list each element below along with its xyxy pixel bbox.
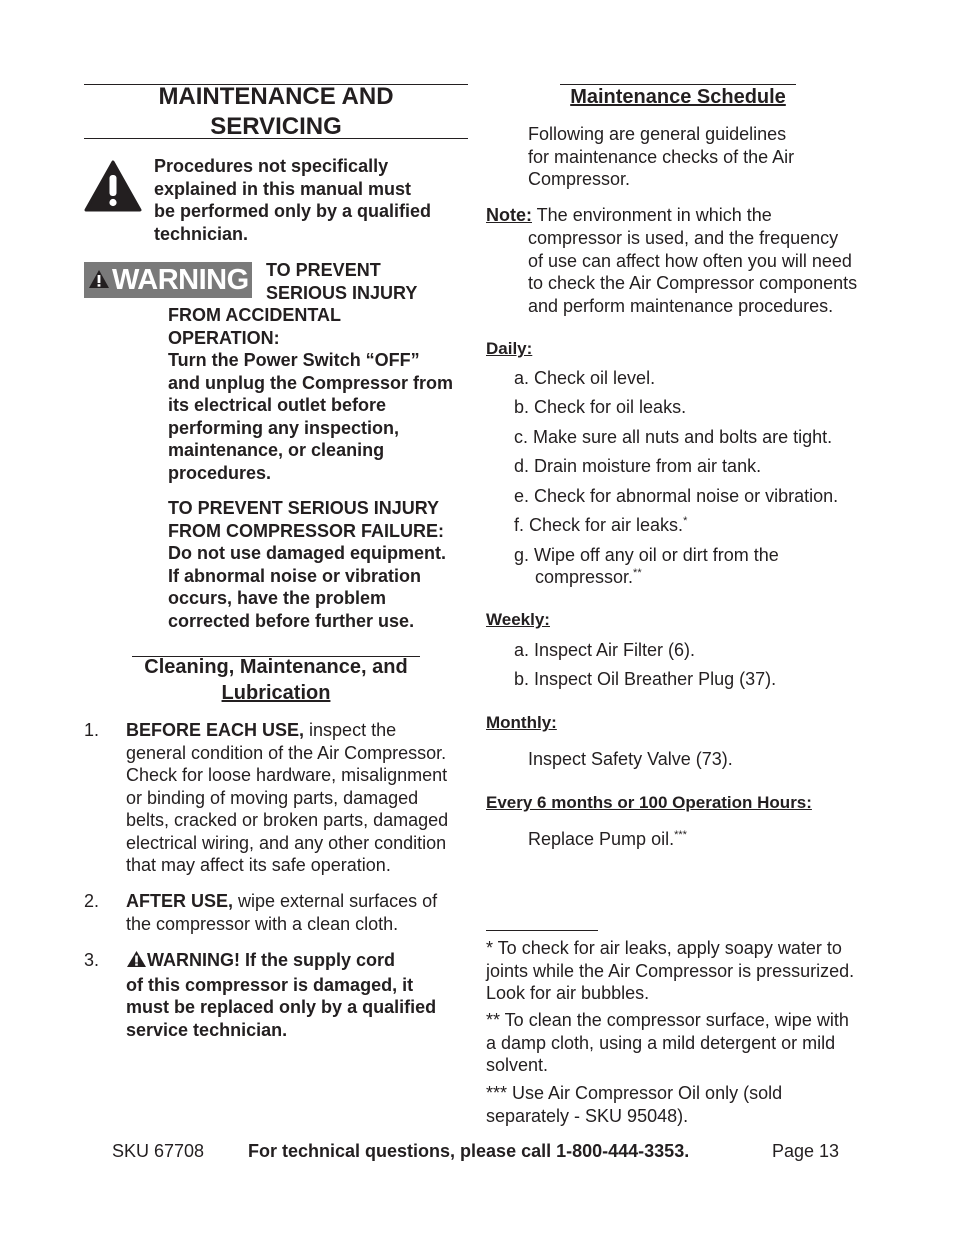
list-item-text: wipe external surfaces of <box>233 891 438 911</box>
list-item-line: or binding of moving parts, damaged <box>126 787 419 808</box>
note-body <box>528 227 898 317</box>
list-item-line: service technician. <box>126 1019 288 1040</box>
list-item-line: Check for loose hardware, misalignment <box>126 765 448 785</box>
warning-head-line: TO PREVENT <box>266 260 381 280</box>
list-item-line: that may affect its safe operation. <box>126 855 391 875</box>
warning-line: maintenance, or cleaning <box>168 440 385 460</box>
daily-item-g-cont <box>535 566 642 589</box>
footnote-line: solvent. <box>486 1055 549 1075</box>
footnote-line: ** To clean the compressor surface, wipe with <box>486 1010 849 1030</box>
note-line: and perform maintenance procedures. <box>528 295 834 316</box>
weekly-item: b. Inspect Oil Breather Plug (37). <box>514 669 777 689</box>
warning-line: occurs, have the problem <box>168 588 387 608</box>
footnote-line: separately - SKU 95048). <box>486 1105 689 1126</box>
list-item-line: the compressor with a clean cloth. <box>126 913 399 934</box>
schedule-intro <box>528 123 868 191</box>
footnote-line: * To check for air leaks, apply soapy water to <box>486 938 842 958</box>
warning-line: FROM COMPRESSOR FAILURE: <box>168 520 445 541</box>
list-number-3: 3. <box>84 950 100 970</box>
warning-triangle-icon <box>126 950 147 974</box>
daily-item: b. Check for oil leaks. <box>514 397 687 417</box>
sixmonth-item <box>528 828 687 851</box>
list-number-2: 2. <box>84 891 100 911</box>
warning-block-2 <box>168 497 478 632</box>
intro-line: Compressor. <box>528 169 631 189</box>
footnote-rule <box>486 930 598 931</box>
footnote-3 <box>486 1082 886 1127</box>
section-title <box>84 82 468 142</box>
daily-item: c. Make sure all nuts and bolts are tight. <box>514 427 833 447</box>
footnote-marker: * <box>683 515 688 527</box>
caution-text <box>154 155 474 245</box>
list-item-bold: WARNING! If the supply cord <box>147 950 396 970</box>
footnote-line: a damp cloth, using a mild detergent or mild <box>486 1032 836 1053</box>
weekly-item: a. Inspect Air Filter (6). <box>514 640 696 660</box>
warning-head-line: SERIOUS INJURY <box>266 282 418 303</box>
footnote-1 <box>486 937 886 1005</box>
intro-line: Following are general guidelines <box>528 124 787 144</box>
warning-block-1 <box>168 304 478 484</box>
list-item-bold: BEFORE EACH USE, <box>126 720 305 740</box>
warning-line: OPERATION: <box>168 327 280 348</box>
warning-line: TO PREVENT SERIOUS INJURY <box>168 498 440 518</box>
footer-tech-support: For technical questions, please call 1-800-444-3353. <box>248 1141 690 1161</box>
note-label: Note: <box>486 205 532 225</box>
caution-line: technician. <box>154 223 249 244</box>
note-line: to check the Air Compressor components <box>528 273 858 293</box>
sixmonth-text: Replace Pump oil. <box>528 829 675 849</box>
footer-page-number: Page 13 <box>772 1141 840 1161</box>
note-line: compressor is used, and the frequency <box>528 228 839 248</box>
section-title-line2: SERVICING <box>210 113 342 140</box>
title-bottom-rule <box>84 138 468 139</box>
list-item-line: of this compressor is damaged, it <box>126 974 414 995</box>
caution-line: explained in this manual must <box>154 178 412 199</box>
note-first-line <box>486 204 886 227</box>
warning-line: performing any inspection, <box>168 417 400 438</box>
subsection-title <box>112 654 440 706</box>
warning-badge-label: WARNING <box>112 264 249 296</box>
warning-head <box>266 259 466 304</box>
daily-item: e. Check for abnormal noise or vibration. <box>514 486 839 506</box>
footnote-line: Look for air bubbles. <box>486 983 650 1003</box>
list-item-2 <box>126 890 476 935</box>
warning-line: its electrical outlet before <box>168 395 387 415</box>
list-item-line: electrical wiring, and any other condition <box>126 832 447 853</box>
list-item-line: belts, cracked or broken parts, damaged <box>126 810 449 830</box>
daily-item-text: f. Check for air leaks. <box>514 515 684 535</box>
caution-line: be performed only by a qualified <box>154 201 432 221</box>
list-number-1: 1. <box>84 720 100 740</box>
daily-item-f <box>514 514 687 537</box>
footnote-2 <box>486 1009 886 1077</box>
footer-sku: SKU 67708 <box>112 1141 205 1161</box>
footnote-marker: *** <box>674 829 687 841</box>
subsection-title-line2: Lubrication <box>221 682 331 704</box>
warning-line: If abnormal noise or vibration <box>168 565 422 586</box>
warning-line: Do not use damaged equipment. <box>168 543 447 563</box>
subsection-title-line1: Cleaning, Maintenance, and <box>144 656 408 678</box>
list-item-1 <box>126 719 476 877</box>
warning-line: FROM ACCIDENTAL <box>168 305 341 325</box>
daily-item: g. Wipe off any oil or dirt from the <box>514 545 779 565</box>
schedule-title <box>560 84 796 110</box>
monthly-heading: Monthly: <box>486 713 557 732</box>
warning-line: corrected before further use. <box>168 610 415 631</box>
daily-heading: Daily: <box>486 339 533 358</box>
warning-line: procedures. <box>168 462 272 483</box>
section-title-line1: MAINTENANCE AND <box>158 83 394 110</box>
caution-icon <box>84 160 142 212</box>
footnote-marker: ** <box>633 567 642 579</box>
list-item-line: general condition of the Air Compressor. <box>126 742 447 763</box>
monthly-item: Inspect Safety Valve (73). <box>528 749 733 769</box>
weekly-heading: Weekly: <box>486 610 550 629</box>
list-item-text: inspect the <box>304 720 397 740</box>
footnote-line: joints while the Air Compressor is pressurized. <box>486 960 855 981</box>
list-item-line: must be replaced only by a qualified <box>126 997 437 1017</box>
schedule-title-text: Maintenance Schedule <box>570 86 786 108</box>
list-item-bold: AFTER USE, <box>126 891 234 911</box>
caution-line: Procedures not specifically <box>154 156 389 176</box>
sixmonth-heading: Every 6 months or 100 Operation Hours: <box>486 793 812 812</box>
footnote-line: *** Use Air Compressor Oil only (sold <box>486 1083 783 1103</box>
warning-triangle-icon <box>88 263 110 297</box>
warning-badge <box>84 262 252 298</box>
warning-line: Turn the Power Switch “OFF” <box>168 350 420 370</box>
daily-item-text: compressor. <box>535 567 634 587</box>
intro-line: for maintenance checks of the Air <box>528 146 795 167</box>
daily-item: d. Drain moisture from air tank. <box>514 456 762 476</box>
list-item-3 <box>126 949 476 1041</box>
note-text: The environment in which the <box>532 205 772 225</box>
daily-item: a. Check oil level. <box>514 368 656 388</box>
note-line: of use can affect how often you will need <box>528 250 852 271</box>
warning-line: and unplug the Compressor from <box>168 372 454 393</box>
